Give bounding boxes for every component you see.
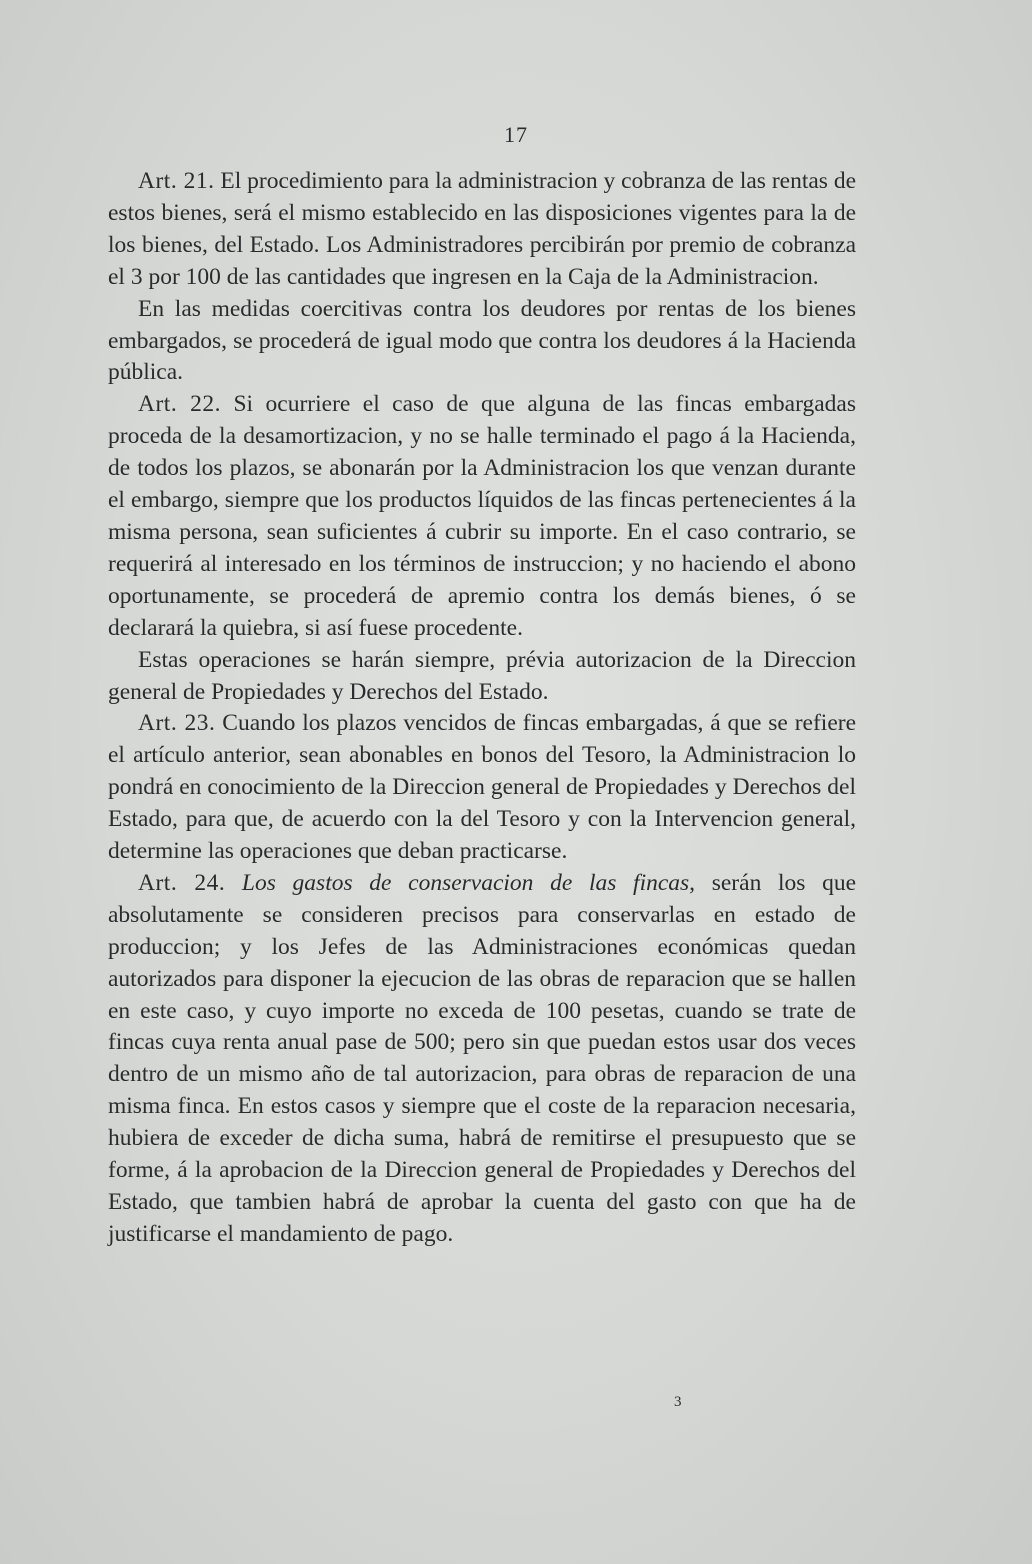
body-text — [108, 166, 856, 1251]
paragraph-text: serán los que absolutamente se consideren precisos para conservarlas en estado de produccion; y los Jefes de las Administraciones económicas quedan autorizados para disponer la ejecucion de las obras de reparacion que se hallen en este caso, y cuyo importe no exceda de 100 pesetas, cuando se trate de fincas cuya renta anual pase de 500; pero sin que puedan estos usar dos veces dentro de un mismo año de tal autorizacion, para obras de reparacion de una misma finca. En estos casos y siempre que el coste de la reparacion necesaria, hubiera de exceder de dicha suma, habrá de remitirse el presupuesto que se forme, á la aprobacion de la Direccion general de Propiedades y Derechos del Estado, que tambien habrá de aprobar la cuenta del gasto con que ha de justificarse el mandamiento de pago. — [108, 869, 857, 1247]
article-label: Art. 23. — [138, 710, 216, 737]
article-label: Art. 24. — [138, 869, 226, 896]
article-label: Art. 21. — [138, 168, 215, 194]
page-number: 17 — [504, 122, 528, 147]
signature-mark: 3 — [674, 1394, 682, 1410]
paragraph-art-23 — [108, 708, 856, 868]
paragraph-text: Cuando los plazos vencidos de fincas embargadas, á que se refiere el artículo anterior, sean abonables en bonos del Tesoro, la Administracion lo pondrá en conocimiento de la Direccion general de Propiedades y Derechos del Estado, para que, de acuerdo con la del Tesoro y con la Intervencion general, determine las operaciones que deban practicarse. — [108, 710, 856, 865]
italic-heading: Los gastos de conservacion de las fincas, — [241, 869, 696, 896]
paragraph-art-22 — [108, 389, 856, 644]
paragraph-text: Si ocurriere el caso de que alguna de las fincas embargadas proceda de la desamortizacion, y no se halle terminado el pago á la Hacienda, de todos los plazos, se abonarán por la Administracion los que venzan durante el embargo, siempre que los productos líquidos de las fincas pertenecientes á la misma persona, sean suficientes á cubrir su importe. En el caso contrario, se requerirá al interesado en los términos de instruccion; y no haciendo el abono oportunamente, se procederá de apremio contra los demás bienes, ó se declarará la quiebra, si así fuese procedente. — [108, 391, 857, 641]
paragraph-coercive-measures — [108, 294, 856, 390]
paragraph-operations — [108, 645, 856, 709]
paragraph-text: En las medidas coercitivas contra los deudores por rentas de los bienes embargados, se procederá de igual modo que contra los deudores á la Hacienda pública. — [108, 295, 856, 386]
paragraph-text: Estas operaciones se harán siempre, prévia autorizacion de la Direccion general de Propiedades y Derechos del Estado. — [108, 646, 856, 705]
paragraph-art-21 — [108, 166, 856, 294]
article-label: Art. 22. — [138, 391, 222, 418]
paragraph-art-24 — [108, 868, 856, 1251]
paragraph-text: El procedimiento para la administracion y cobranza de las rentas de estos bienes, será el mismo establecido en las disposiciones vigentes para la de los bienes, del Estado. Los Administradores percibirán por premio de cobranza el 3 por 100 de las cantidades que ingresen en la Caja de la Administracion. — [108, 168, 857, 290]
